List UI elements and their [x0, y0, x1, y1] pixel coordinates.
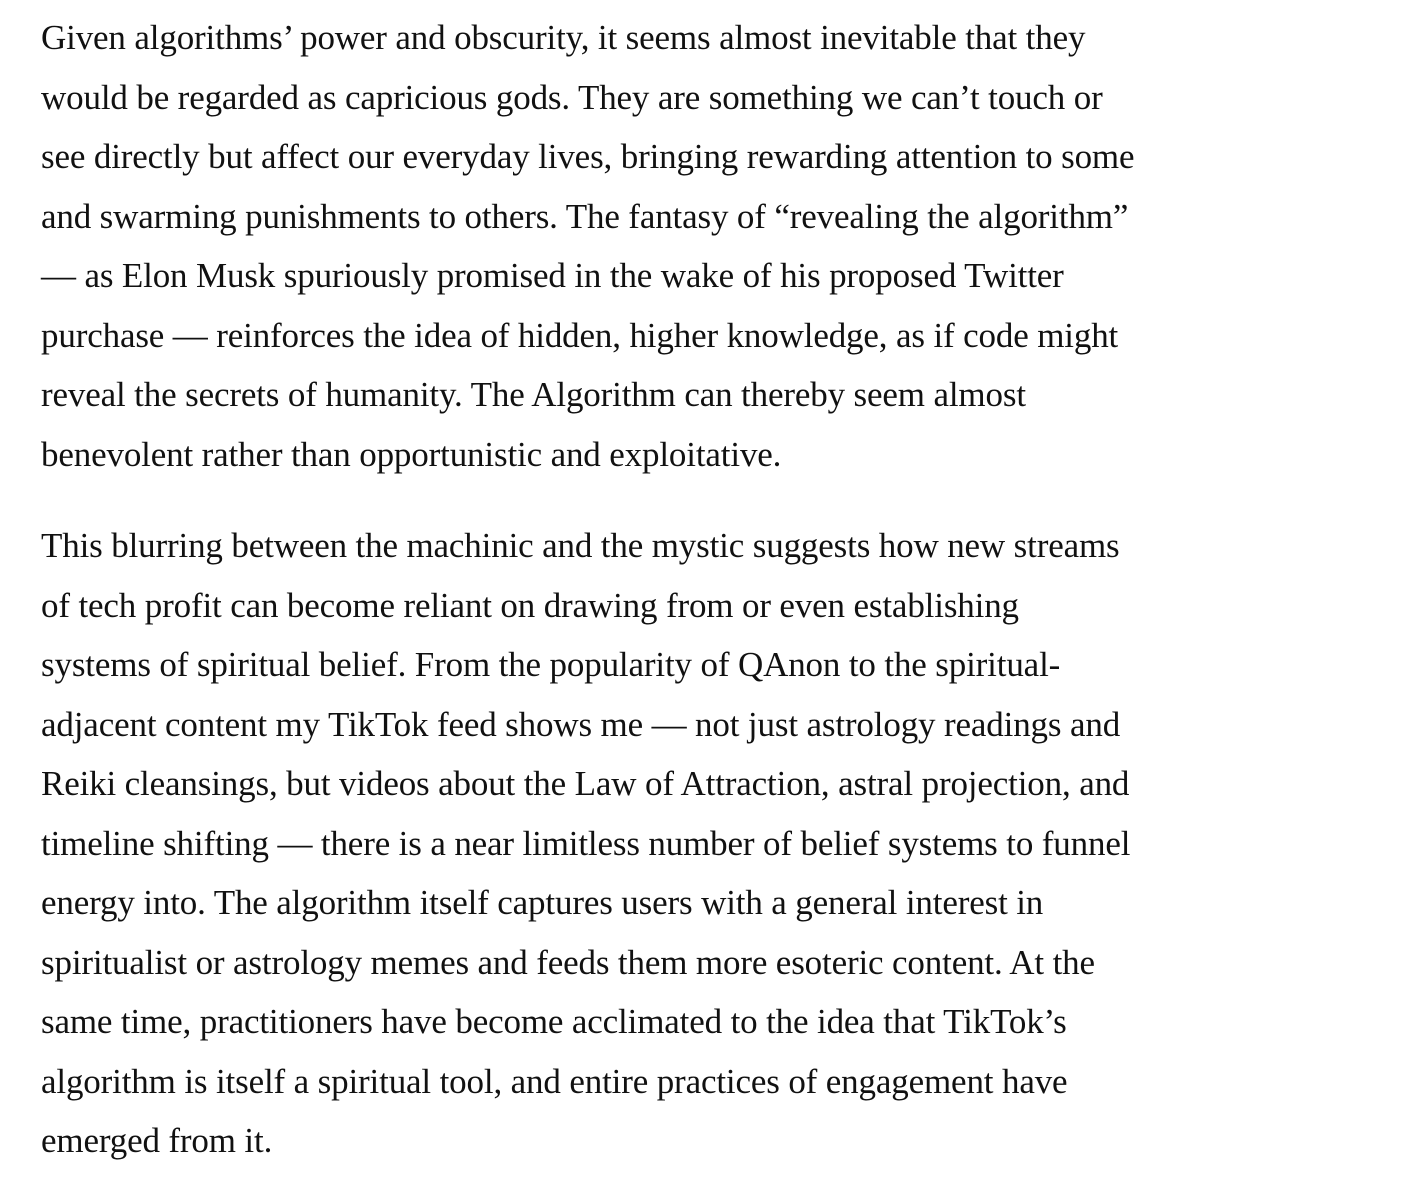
text-line: see directly but affect our everyday lives, bringing rewarding attention to some: [41, 137, 1135, 176]
paragraph: [41, 8, 1364, 484]
text-line: adjacent content my TikTok feed shows me — not just astrology readings and: [41, 704, 1121, 744]
text-line: systems of spiritual belief. From the popularity of QAnon to the spiritual-: [41, 645, 1061, 684]
text-line: and swarming punishments to others. The fantasy of “revealing the algorithm”: [41, 196, 1129, 236]
text-line: — as Elon Musk spuriously promised in the wake of his proposed Twitter: [41, 256, 1064, 295]
text-line: benevolent rather than opportunistic and exploitative.: [41, 434, 782, 474]
text-line: timeline shifting — there is a near limitless number of belief systems to funnel: [41, 823, 1131, 863]
text-line: Given algorithms’ power and obscurity, it seems almost inevitable that they: [41, 18, 1086, 57]
text-line: would be regarded as capricious gods. They are something we can’t touch or: [41, 77, 1103, 117]
text-line: emerged from it.: [41, 1121, 273, 1160]
text-line: Reiki cleansings, but videos about the Law of Attraction, astral projection, and: [41, 764, 1130, 803]
text-line: of tech profit can become reliant on drawing from or even establishing: [41, 585, 1019, 625]
text-line: purchase — reinforces the idea of hidden, higher knowledge, as if code might: [41, 315, 1119, 355]
text-line: same time, practitioners have become acclimated to the idea that TikTok’s: [41, 1002, 1067, 1041]
paragraph: [41, 516, 1364, 1171]
text-line: reveal the secrets of humanity. The Algorithm can thereby seem almost: [41, 375, 1026, 414]
text-line: This blurring between the machinic and the mystic suggests how new streams: [41, 526, 1120, 565]
text-line: spiritualist or astrology memes and feeds them more esoteric content. At the: [41, 942, 1095, 982]
text-line: energy into. The algorithm itself captures users with a general interest in: [41, 883, 1044, 922]
text-line: algorithm is itself a spiritual tool, and entire practices of engagement have: [41, 1061, 1068, 1101]
